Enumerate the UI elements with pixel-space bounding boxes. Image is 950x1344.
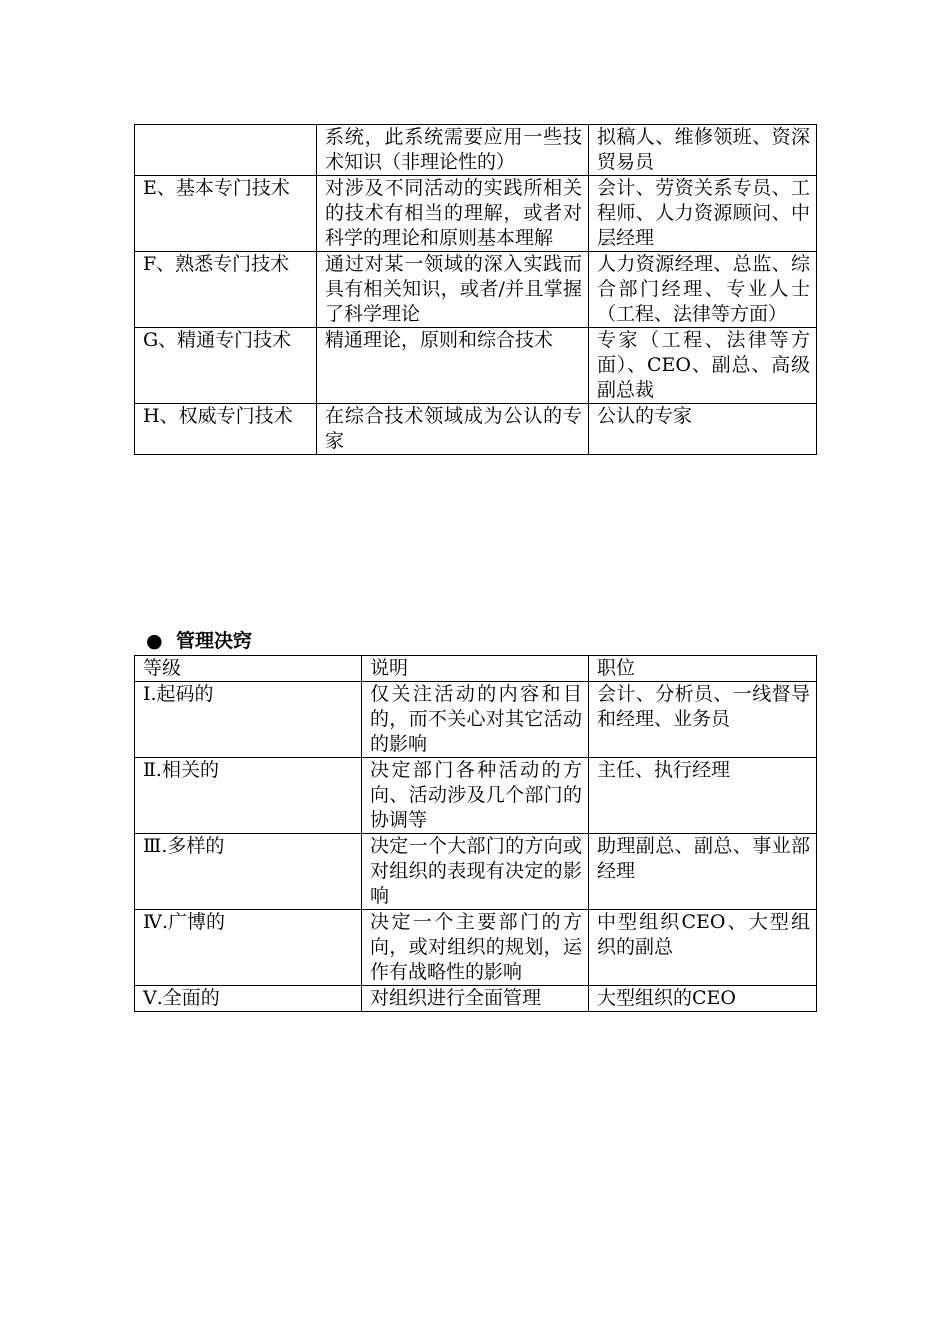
table-row: [135, 910, 817, 986]
management-know-how-table: [134, 655, 817, 1012]
positions-cell: 大型组织的CEO: [589, 986, 817, 1012]
level-cell: [135, 125, 317, 176]
table-row: [135, 252, 817, 328]
bullet-icon: ●: [146, 630, 163, 652]
section-title: 管理决窍: [176, 630, 253, 652]
table-row: [135, 328, 817, 404]
level-cell: Ⅲ.多样的: [135, 834, 362, 910]
header-level: 等级: [135, 656, 362, 682]
level-cell: E、基本专门技术: [135, 176, 317, 252]
positions-cell: 中型组织CEO、大型组织的副总: [589, 910, 817, 986]
level-cell: Ⅱ.相关的: [135, 758, 362, 834]
table-row: [135, 176, 817, 252]
table-row: [135, 834, 817, 910]
description-cell: 决定部门各种活动的方向、活动涉及几个部门的协调等: [362, 758, 589, 834]
description-cell: 决定一个大部门的方向或对组织的表现有决定的影响: [362, 834, 589, 910]
description-cell: 精通理论，原则和综合技术: [317, 328, 589, 404]
description-cell: 决定一个主要部门的方向，或对组织的规划，运作有战略性的影响: [362, 910, 589, 986]
level-cell: Ⅳ.广博的: [135, 910, 362, 986]
level-cell: Ⅰ.起码的: [135, 682, 362, 758]
positions-cell: 助理副总、副总、事业部经理: [589, 834, 817, 910]
section-heading-management: [146, 628, 252, 654]
description-cell: 对涉及不同活动的实践所相关的技术有相当的理解，或者对科学的理论和原则基本理解: [317, 176, 589, 252]
description-cell: 仅关注活动的内容和目的，而不关心对其它活动的影响: [362, 682, 589, 758]
table-row: [135, 125, 817, 176]
table-row: [135, 758, 817, 834]
table-row: [135, 986, 817, 1012]
level-cell: F、熟悉专门技术: [135, 252, 317, 328]
positions-cell: 主任、执行经理: [589, 758, 817, 834]
level-cell: H、权威专门技术: [135, 404, 317, 455]
table-row: [135, 682, 817, 758]
table-header-row: [135, 656, 817, 682]
description-cell: 在综合技术领域成为公认的专家: [317, 404, 589, 455]
description-cell: 系统，此系统需要应用一些技术知识（非理论性的）: [317, 125, 589, 176]
header-description: 说明: [362, 656, 589, 682]
header-positions: 职位: [589, 656, 817, 682]
positions-cell: 拟稿人、维修领班、资深贸易员: [589, 125, 817, 176]
positions-cell: 人力资源经理、总监、综合部门经理、专业人士（工程、法律等方面）: [589, 252, 817, 328]
positions-cell: 会计、劳资关系专员、工程师、人力资源顾问、中层经理: [589, 176, 817, 252]
description-cell: 通过对某一领域的深入实践而具有相关知识，或者/并且掌握了科学理论: [317, 252, 589, 328]
description-cell: 对组织进行全面管理: [362, 986, 589, 1012]
positions-cell: 公认的专家: [589, 404, 817, 455]
positions-cell: 专家（工程、法律等方面）、CEO、副总、高级副总裁: [589, 328, 817, 404]
table-row: [135, 404, 817, 455]
level-cell: G、精通专门技术: [135, 328, 317, 404]
positions-cell: 会计、分析员、一线督导和经理、业务员: [589, 682, 817, 758]
level-cell: Ⅴ.全面的: [135, 986, 362, 1012]
skill-level-table: [134, 124, 817, 455]
